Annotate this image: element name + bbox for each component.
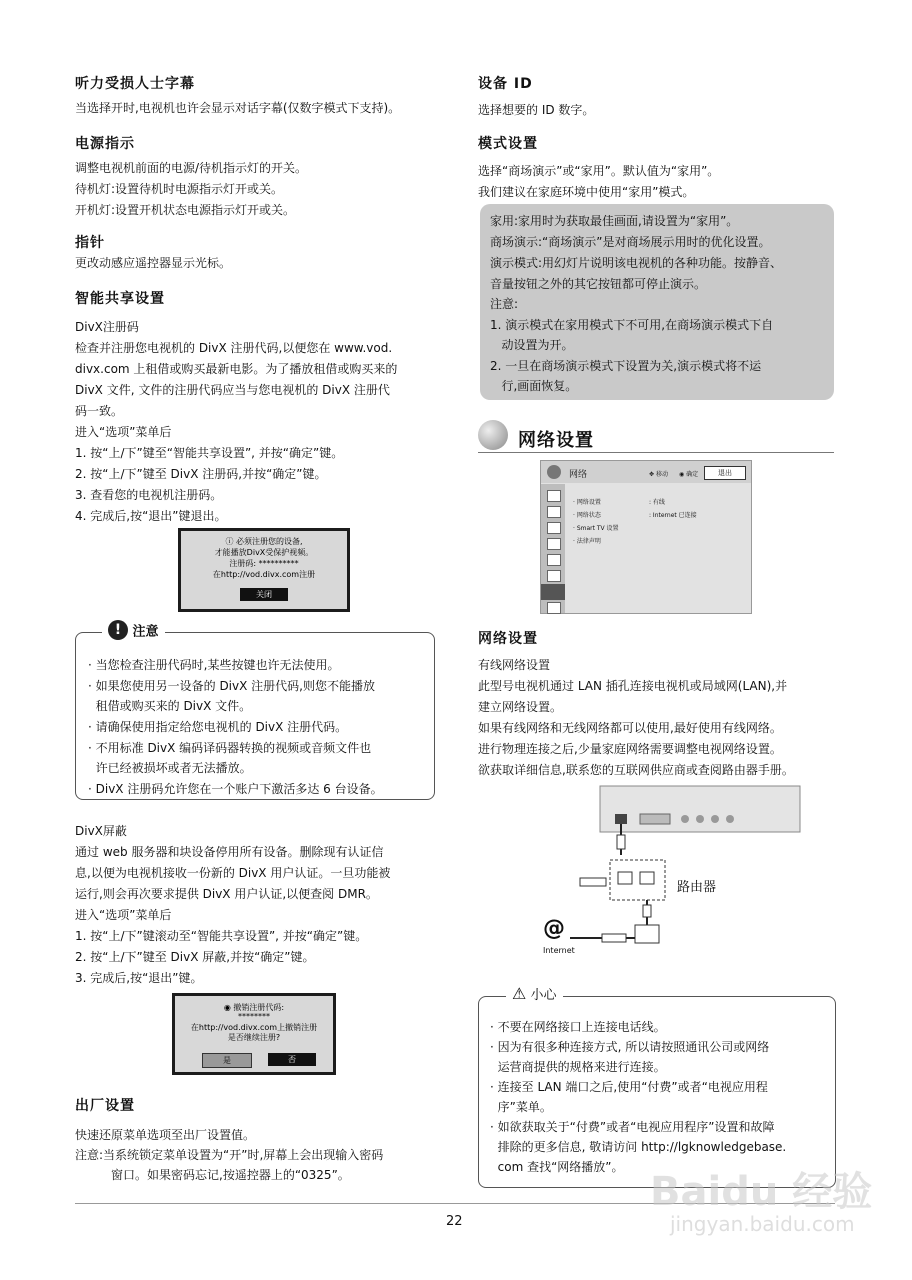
menu-item[interactable]: · 法律声明 <box>573 538 601 545</box>
paragraph: 窗口。如果密码忘记,按遥控器上的“0325”。 <box>111 1168 350 1182</box>
smart-share-heading: 智能共享设置 <box>75 291 165 307</box>
note-legend: ! 注意 <box>102 620 165 640</box>
dialog-line: 才能播放DivX受保护视频。 <box>214 548 314 557</box>
info-line: 商场演示:“商场演示”是对商场展示用时的优化设置。 <box>490 235 771 249</box>
info-line: 1. 演示模式在家用模式下不可用,在商场演示模式下自 <box>490 318 774 332</box>
page-number: 22 <box>446 1214 463 1229</box>
paragraph: 通过 web 服务器和块设备停用所有设备。删除现有认证信 <box>75 845 384 859</box>
note-item: 租借或购买来的 DivX 文件。 <box>88 699 252 713</box>
factory-reset-heading: 出厂设置 <box>75 1098 135 1114</box>
caution-triangle-icon: ⚠ <box>512 984 527 1003</box>
paragraph: 如果有线网络和无线网络都可以使用,最好使用有线网络。 <box>478 721 782 735</box>
paragraph: 进入“选项”菜单后 <box>75 908 172 922</box>
step: 3. 完成后,按“退出”键。 <box>75 971 203 985</box>
router-label: 路由器 <box>677 880 717 895</box>
caution-item: 运营商提供的规格来进行连接。 <box>490 1060 666 1074</box>
ok-icon: ◉ <box>679 471 687 478</box>
globe-icon <box>547 465 561 479</box>
info-line: 演示模式:用幻灯片说明该电视机的各种功能。按静音、 <box>490 256 783 270</box>
no-button[interactable]: 否 <box>268 1053 316 1066</box>
power-indicator-heading: 电源指示 <box>75 136 135 152</box>
subheading: DivX注册码 <box>75 320 139 334</box>
device-id-heading: 设备 ID <box>478 76 533 92</box>
menu-item[interactable]: · 网络状态 <box>573 512 601 519</box>
menu-value: : 有线 <box>649 499 665 506</box>
divx-deactivation-dialog <box>172 993 336 1075</box>
info-line: 注意: <box>490 297 519 311</box>
caution-item: · 因为有很多种连接方式, 所以请按照通讯公司或网络 <box>490 1040 770 1054</box>
caution-item: 排除的更多信息, 敬请访问 http://lgknowledgebase. <box>490 1140 787 1154</box>
network-diagram <box>540 780 810 960</box>
caution-item: · 如欲获取关于“付费”或者“电视应用程序”设置和故障 <box>490 1120 775 1134</box>
support-icon[interactable] <box>547 602 561 614</box>
info-line: 动设置为开。 <box>490 338 574 352</box>
info-line: 2. 一旦在商场演示模式下设置为关,演示模式将不运 <box>490 359 762 373</box>
paragraph: 检查并注册您电视机的 DivX 注册代码,以便您在 www.vod. <box>75 341 393 355</box>
paragraph: 注意:当系统锁定菜单设置为“开”时,屏幕上会出现输入密码 <box>75 1148 384 1162</box>
menu-item[interactable]: · 网络设置 <box>573 499 601 506</box>
dialog-line: ◉ 撤销注册代码: <box>223 1003 285 1012</box>
picture-icon[interactable] <box>547 490 561 502</box>
mode-setting-heading: 模式设置 <box>478 136 538 152</box>
paragraph: 欲获取详细信息,联系您的互联网供应商或查阅路由器手册。 <box>478 763 794 777</box>
dialog-line: 注册码: ********** <box>229 559 299 568</box>
paragraph: 建立网络设置。 <box>478 700 563 714</box>
network-menu-screenshot <box>540 460 752 614</box>
note-item: · 请确保使用指定给您电视机的 DivX 注册代码。 <box>88 720 348 734</box>
caution-item: 序”菜单。 <box>490 1100 552 1114</box>
subheading: DivX屏蔽 <box>75 824 127 838</box>
subtitle-heading: 听力受损人士字幕 <box>75 76 195 92</box>
paragraph: 进入“选项”菜单后 <box>75 425 172 439</box>
paragraph: DivX 文件, 文件的注册代码应当与您电视机的 DivX 注册代 <box>75 383 390 397</box>
divider <box>478 452 834 453</box>
modem-box <box>635 925 659 943</box>
globe-icon <box>478 420 508 450</box>
paragraph: 调整电视机前面的电源/待机指示灯的开关。 <box>75 161 308 175</box>
network-section-title: 网络设置 <box>518 430 594 451</box>
step: 1. 按“上/下”键滚动至“智能共享设置”, 并按“确定”键。 <box>75 929 368 943</box>
divx-registration-dialog <box>178 528 350 612</box>
info-line: 音量按钮之外的其它按钮都可停止演示。 <box>490 277 707 291</box>
paragraph: 息,以便为电视机接收一份新的 DivX 用户认证。一旦功能被 <box>75 866 391 880</box>
network-tab-selected[interactable] <box>541 584 565 600</box>
watermark-url: jingyan.baidu.com <box>670 1212 855 1236</box>
close-button[interactable]: 关闭 <box>240 588 288 601</box>
step: 4. 完成后,按“退出”键退出。 <box>75 509 227 523</box>
internet-label: Internet <box>543 946 575 955</box>
paragraph: 待机灯:设置待机时电源指示灯开或关。 <box>75 182 284 196</box>
paragraph: 更改动感应遥控器显示光标。 <box>75 256 232 270</box>
caution-legend: ⚠ 小心 <box>506 984 563 1003</box>
warning-icon: ! <box>108 620 128 640</box>
baidu-watermark: Baidu 经验 <box>650 1169 873 1215</box>
menu-title: 网络 <box>569 470 588 480</box>
exit-button[interactable]: 退出 <box>704 466 746 480</box>
note-item: 许已经被损坏或者无法播放。 <box>88 761 252 775</box>
menu-item[interactable]: · Smart TV 设置 <box>573 525 619 532</box>
paragraph: 开机灯:设置开机状态电源指示灯开或关。 <box>75 203 296 217</box>
paragraph: 码一致。 <box>75 404 124 418</box>
menu-sidebar <box>541 484 565 613</box>
info-line: 家用:家用时为获取最佳画面,请设置为“家用”。 <box>490 214 739 228</box>
paragraph: 进行物理连接之后,少量家庭网络需要调整电视网络设置。 <box>478 742 782 756</box>
caution-item: com 查找“网络播放”。 <box>490 1160 624 1174</box>
subheading: 有线网络设置 <box>478 658 551 672</box>
step: 2. 按“上/下”键至 DivX 注册码,并按“确定”键。 <box>75 467 327 481</box>
note-item: · 当您检查注册代码时,某些按键也许无法使用。 <box>88 658 340 672</box>
time-icon[interactable] <box>547 538 561 550</box>
ok-hint: ◉ 确定 <box>679 471 699 478</box>
pointer-heading: 指针 <box>75 235 105 251</box>
paragraph: 当选择开时,电视机也许会显示对话字幕(仅数字模式下支持)。 <box>75 101 401 115</box>
dialog-line: 在http://vod.divx.com上撤销注册 <box>190 1023 318 1032</box>
tv-back-panel <box>600 786 800 832</box>
lock-icon[interactable] <box>547 554 561 566</box>
paragraph: 运行,则会再次要求提供 DivX 用户认证,以便查阅 DMR。 <box>75 887 378 901</box>
note-item: · DivX 注册码允许您在一个账户下激活多达 6 台设备。 <box>88 782 383 796</box>
audio-icon[interactable] <box>547 506 561 518</box>
note-item: · 如果您使用另一设备的 DivX 注册代码,则您不能播放 <box>88 679 375 693</box>
dialog-line: ⓘ 必须注册您的设备, <box>225 537 303 546</box>
paragraph: 我们建议在家庭环境中使用“家用”模式。 <box>478 185 695 199</box>
at-icon: @ <box>543 916 565 941</box>
option-icon[interactable] <box>547 570 561 582</box>
dpad-icon: ✥ <box>649 471 656 478</box>
network-setup-heading: 网络设置 <box>478 631 538 647</box>
step: 1. 按“上/下”键至“智能共享设置”, 并按“确定”键。 <box>75 446 344 460</box>
paragraph: 此型号电视机通过 LAN 插孔连接电视机或局域网(LAN),并 <box>478 679 788 693</box>
step: 2. 按“上/下”键至 DivX 屏蔽,并按“确定”键。 <box>75 950 315 964</box>
dialog-line: ******** <box>238 1012 270 1021</box>
dialog-line: 是否继续注册? <box>227 1033 281 1042</box>
channel-icon[interactable] <box>547 522 561 534</box>
dialog-line: 在http://vod.divx.com注册 <box>212 570 316 579</box>
note-item: · 不用标准 DivX 编码译码器转换的视频或音频文件也 <box>88 741 372 755</box>
paragraph: 选择“商场演示”或“家用”。默认值为“家用”。 <box>478 164 720 178</box>
caution-item: · 连接至 LAN 端口之后,使用“付费”或者“电视应用程 <box>490 1080 768 1094</box>
move-hint: ✥ 移动 <box>649 471 668 478</box>
info-line: 行,画面恢复。 <box>490 379 578 393</box>
caution-item: · 不要在网络接口上连接电话线。 <box>490 1020 666 1034</box>
menu-value: : Internet 已连接 <box>649 512 697 519</box>
paragraph: 选择想要的 ID 数字。 <box>478 103 595 117</box>
step: 3. 查看您的电视机注册码。 <box>75 488 223 502</box>
yes-button[interactable]: 是 <box>202 1053 252 1068</box>
paragraph: divx.com 上租借或购买最新电影。为了播放租借或购买来的 <box>75 362 398 376</box>
paragraph: 快速还原菜单选项至出厂设置值。 <box>75 1128 256 1142</box>
info-icon: ⓘ <box>225 537 236 546</box>
info-icon: ◉ <box>223 1003 234 1012</box>
